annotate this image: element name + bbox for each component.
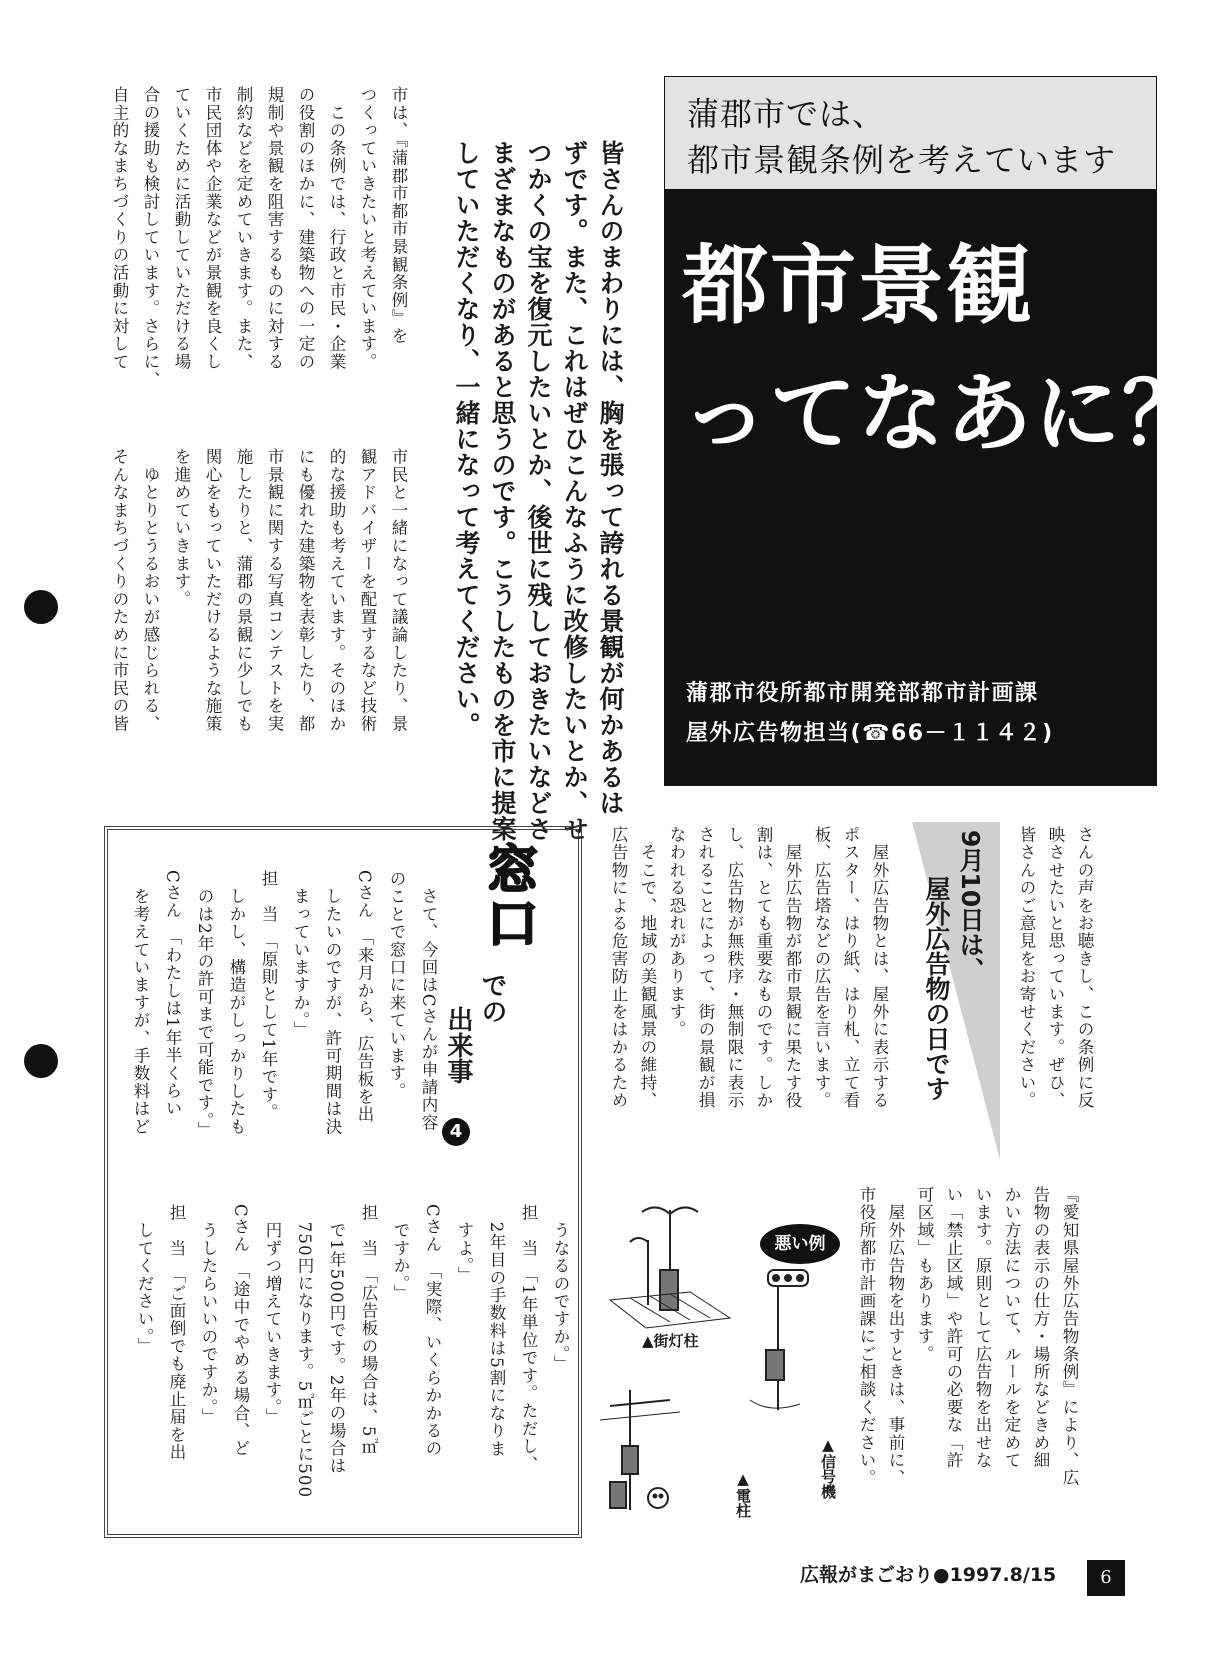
madoguchi-episode-number: 4 bbox=[442, 1118, 470, 1146]
label-pole: ▲電柱 bbox=[734, 1470, 752, 1518]
ad-day-text-lower: 『愛知県屋外広告物条例』により、広 告物の表示の仕方・場所などきめ細 かい方法について、ルールを定めて います。原則として広告物を出せな い「禁止区域」や許可の必要な「許 可区域」もあります。 屋外広告物を出すときは、事前に、 市役所都市計画課にご相談ください。 bbox=[857, 1186, 1079, 1487]
headline-ad-day: 屋外広告物の日です bbox=[922, 876, 951, 1101]
title-band bbox=[664, 76, 1157, 190]
publication-footer: 広報がまごおり●1997.8/15 bbox=[800, 1564, 1057, 1586]
madoguchi-dialogue-upper: さて、今回はCさんが申請内容 のことで窓口に来ています。 Cさん 「来月から、広告板を出 したいのですが、許可期間は決 まっていますか。」 担 当 「原則として1年です。 しかし、構造がしっかりしたも のは2年の許可まで可能です。」 Cさん 「わたしは1年半くらい を考えていますが、手数料はど bbox=[131, 870, 438, 1139]
page-number: 6 bbox=[1087, 1560, 1125, 1596]
headline-date: 9月10日は、 bbox=[956, 830, 985, 983]
main-title-line1: 都市景観 bbox=[682, 235, 1034, 336]
band-line2: 都市景観条例を考えています bbox=[687, 141, 1117, 179]
label-streetlight: ▲街灯柱 bbox=[642, 1332, 699, 1350]
madoguchi-dialogue-lower: うなるのですか。」 担 当 「1年単位です。ただし、 2年目の手数料は5割になりま すよ。」 Cさん 「実際、いくらかかるの ですか。」 担 当 「広告板の場合は、5㎡ で1年500円です。2年の場合は 750円になります。5㎡ごとに500 円ずつ増えていきます。」 Cさん 「途中でやめる場合、ど うしたらいいのですか。」 担 当 「ご面倒でも廃止届を出 してください。」 bbox=[135, 1204, 570, 1499]
main-title-line2: ってなあに？ bbox=[682, 363, 1210, 464]
ad-day-text-upper-right: さんの声をお聴きし、この条例に反 映させたいと思っています。ぜひ、 皆さんのご意見をお寄せください。 bbox=[1017, 826, 1094, 1110]
ordinance-text-upper: 市は、『蒲郡市都市景観条例』を つくっていきたいと考えています。 この条例では、行政と市民・企業 の役割のほかに、建築物への一定の 規制や景観を阻害するものに対する 制約などを定めていきます。また、 市民団体や企業などが景観を良くし ていくために活動していただける場 合の援助も検討しています。さらに、 自主的なまちづくりの活動に対して bbox=[110, 86, 408, 389]
binder-hole-top bbox=[24, 590, 58, 624]
madoguchi-title-sub: 出来事 bbox=[443, 1006, 473, 1084]
contact-department: 蒲郡市役所都市開発部都市計画課 bbox=[686, 681, 1039, 706]
band-line1: 蒲郡市では、 bbox=[687, 95, 886, 133]
madoguchi-title-main: 窓口 bbox=[477, 842, 537, 950]
label-signal: ▲信号機 bbox=[819, 1436, 837, 1499]
bad-example-label: 悪い例 bbox=[774, 1234, 826, 1254]
binder-hole-bottom bbox=[24, 1044, 58, 1078]
contact-phone: 屋外広告物担当(☎66－１１４２) bbox=[686, 721, 1054, 746]
intro-text: 皆さんのまわりには、胸を張って誇れる景観が何かあるは ずです。また、これはぜひこんなふうに改修したいとか、せ つかくの宝を復元したいとか、後世に残しておきたいなどさ まざまなものがあると思うのです。こうしたものを市に提案 していただくなり、一緒になって考えてください。 bbox=[452, 140, 625, 842]
illustration-drawing bbox=[600, 1200, 845, 1520]
ad-day-text-upper-left: 屋外広告物とは、屋外に表示する ポスター、はり紙、はり札、立て看 板、広告塔などの広告を言います。 屋外広告物が都市景観に果たす役 割は、とても重要なものです。しか し、広告物が無秩序・無制限に表示 されることによって、街の景観が損 なわれる恐れがあります。 そこで、地域の美観風景の維持、 広告物による危害防止をはかるため bbox=[609, 826, 889, 1110]
ordinance-text-lower: 市民と一緒になって議論したり、景 観アドバイザーを配置するなど技術 的な援助も考えています。そのほか にも優れた建築物を表彰したり、都 市景観に関する写真コンテストを実 施したりと、蒲郡の景観に少しでも 関心をもっていただけるような施策 を進めていきます。 ゆとりとうるおいが感じられる、 そんなまちづくりのために市民の皆 bbox=[110, 448, 408, 733]
madoguchi-title-de: での bbox=[477, 972, 507, 1024]
